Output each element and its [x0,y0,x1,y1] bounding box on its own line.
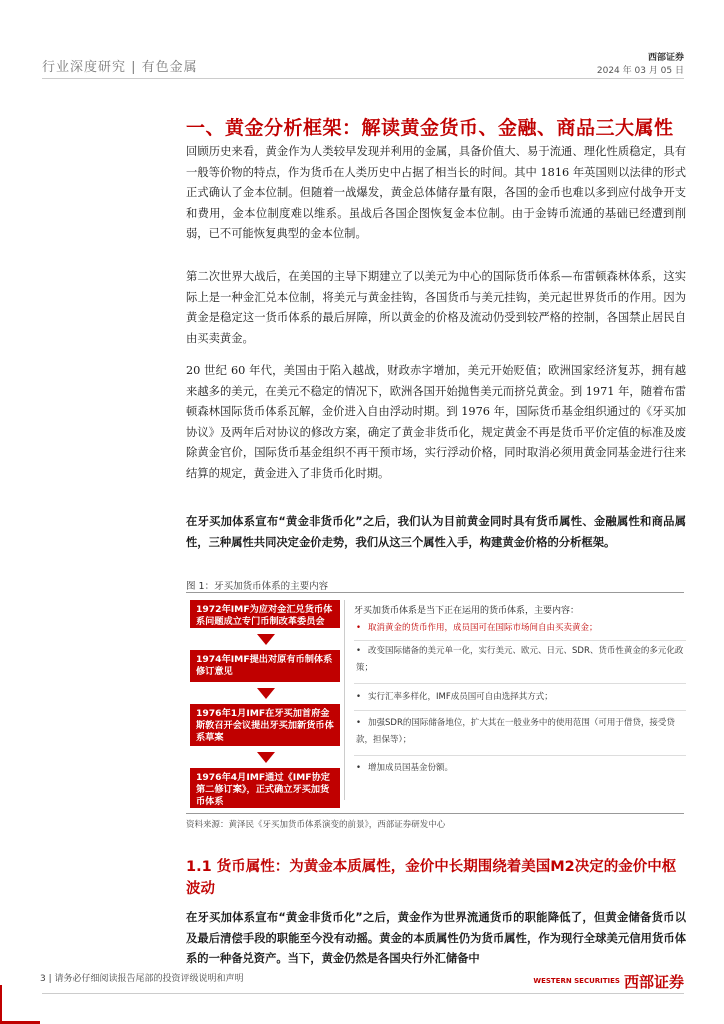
paragraph-2: 第二次世界大战后，在美国的主导下期建立了以美元为中心的国际货币体系—布雷顿森林体系，这实际上是一种金汇兑本位制，将美元与黄金挂钩，各国货币与美元挂钩，美元起世界货币的作用。因为黄金是稳定这一货币体系的最后屏障，所以黄金的价格及流动仍受到较严格的控制，各国禁止居民自由买卖黄金。 [186,270,686,345]
figure-caption: 图 1：牙买加货币体系的主要内容 [186,581,329,592]
figure-intro: 牙买加货币体系是当下正在运用的货币体系，主要内容： [354,606,580,616]
figure-bullet-text: 取消黄金的货币作用，成员国可在国际市场间自由买卖黄金； [368,623,598,633]
figure-vertical-divider [344,600,345,800]
footer-disclaimer-text: | 请务必仔细阅读报告尾部的投资评级说明和声明 [48,974,244,984]
bullet-divider [354,755,686,756]
bullet-divider [354,640,686,641]
down-arrow-icon [257,752,275,763]
logo-text: 西部证券 [623,972,684,991]
paragraph-5-bold: 在牙买加体系宣布“黄金非货币化”之后，黄金作为世界流通货币的职能降低了，但黄金储备货币以及最后清偿手段的职能至今没有动摇。黄金的本质属性仍为货币属性，作为现行全球美元信用货币体系的一种备兑资产。当下，黄金仍然是各国央行外汇储备中 [186,911,686,965]
figure-bullet-text: 增加成员国基金份额。 [368,763,454,773]
header-date: 2024 年 03 月 05 日 [596,66,684,76]
logo-small-text: WESTERN SECURITIES [533,976,620,985]
header-company: 西部证券 [647,53,684,63]
figure-bullet-text: 实行汇率多样化，IMF成员国可自由选择其方式； [368,692,553,702]
timeline-step-1: 1972年IMF为应对金汇兑货币体系问题成立专门币制改革委员会 [190,600,340,628]
figure-top-rule [186,592,684,593]
timeline-step-3: 1976年1月IMF在牙买加首府金斯敦召开会议提出牙买加新货币体系草案 [190,704,340,746]
figure-bottom-rule [186,813,684,814]
paragraph-1: 回顾历史来看，黄金作为人类较早发现并利用的金属，具备价值大、易于流通、理化性质稳定，具有一般等价物的特点，作为货币在人类历史中占据了相当长的时间。其中 1816 年英国则以法律的形式正式确认了金本位制。但随着一战爆发，黄金总体储存量有限，各国的金币也难以多到应付战争开支和费用，金本位制度难以维系。虽战后各国企图恢复金本位制。由于金铸币流通的基础已经遭到削弱，已不可能恢复典型的金本位制。 [186,145,686,240]
paragraph-4-bold: 在牙买加体系宣布“黄金非货币化”之后，我们认为目前黄金同时具有货币属性、金融属性和商品属性，三种属性共同决定金价走势，我们从这三个属性入手，构建黄金价格的分析框架。 [186,515,686,549]
figure-bullet-5: • 增加成员国基金份额。 [356,763,454,773]
figure-bullet-text: 改变国际储备的美元单一化，实行美元、欧元、日元、SDR、货币性黄金的多元化政策； [356,646,684,673]
section-title: 一、黄金分析框架：解读黄金货币、金融、商品三大属性 [186,117,674,139]
footer-disclaimer [40,971,244,984]
bullet-divider [354,710,686,711]
down-arrow-icon [257,688,275,699]
figure-bullet-3: • 实行汇率多样化，IMF成员国可自由选择其方式； [356,692,553,702]
header-divider [42,78,684,79]
paragraph-3: 20 世纪 60 年代，美国由于陷入越战，财政赤字增加，美元开始贬值；欧洲国家经济复苏，拥有越来越多的美元，在美元不稳定的情况下，欧洲各国开始抛售美元而挤兑黄金。到 1971 年，随着布雷顿森林国际货币体系瓦解，金价进入自由浮动时期。到 1976 年，国际货币基金组织通过的《牙买加协议》及两年后对协议的修改方案，确定了黄金非货币化，规定黄金不再是货币平价定值的标准及废除黄金官价，国际货币基金组织不再干预市场，实行浮动价格，同时取消必须用黄金同基金进行往来结算的规定，黄金进入了非货币化时期。 [186,364,686,480]
header-category: 行业深度研究 | 有色金属 [42,60,198,75]
footer-divider [42,993,684,994]
company-logo [533,970,684,992]
subsection-title: 1.1 货币属性：为黄金本质属性，金价中长期围绕着美国M2决定的金价中枢波动 [186,859,677,897]
down-arrow-icon [257,634,275,645]
figure-bullet-2: • 改变国际储备的美元单一化，实行美元、欧元、日元、SDR、货币性黄金的多元化政策； [356,646,684,673]
corner-accent [0,985,2,1024]
figure-bullet-1: • 取消黄金的货币作用，成员国可在国际市场间自由买卖黄金； [356,623,598,633]
figure-bullet-text: 加强SDR的国际储备地位，扩大其在一般业务中的使用范围（可用于借贷，接受贷款，担保等）； [356,718,675,745]
figure-source: 资料来源：黄泽民《牙买加货币体系演变的前景》，西部证券研发中心 [186,820,446,830]
timeline-step-4: 1976年4月IMF通过《IMF协定第二修订案》，正式确立牙买加货币体系 [190,768,340,808]
figure-bullet-4: • 加强SDR的国际储备地位，扩大其在一般业务中的使用范围（可用于借贷，接受贷款，担保等）； [356,718,675,745]
page-number: 3 [40,974,46,984]
timeline-step-2: 1974年IMF提出对原有币制体系修订意见 [190,650,340,682]
bullet-divider [354,683,686,684]
